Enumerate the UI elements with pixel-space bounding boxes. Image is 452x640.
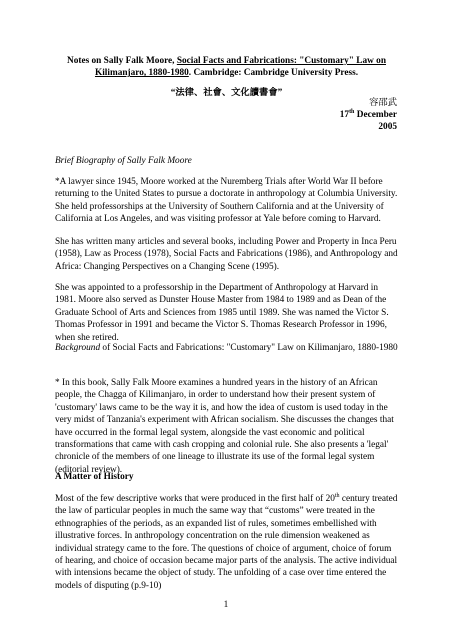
title-suffix: . Cambridge: Cambridge University Press. — [188, 68, 359, 79]
date-year: 2005 — [378, 122, 397, 132]
book-summary-paragraph: * In this book, Sally Falk Moore examines a hundred years in the history of an African people, the Chagga of Kilimanjaro, in order to understand how their present system of 'customary' laws came to be the way it is, and how the idea of custom is used today in the very midst of Tanzania's experiment with African socialism. She discusses the changes that have occurred in the formal legal system, alongside the vast economic and political transformations that came with cash cropping and colonial rule. She also presents a 'legal' chronicle of the members of one lineage to illustrate its use of the formal legal system (editorial review). — [55, 378, 394, 475]
history-text-b: century treated the law of particular peoples in much the same way that “customs” were treated in the ethnographies of the periods, as an expanded list of rules, sometimes embellished with illustrative forces. In anthropology concentration on the rule dimension weakened as individual strategy came to the fore. The questions of choice of argument, choice of forum of hearing, and choice of occasion became major parts of the analysis. The active individual with intensions became the object of study. The unfolding of a case over time entered the models of disputing (p.9-10) — [55, 494, 398, 591]
reading-group-subtitle: “法律、社會、文化讀書會” — [170, 88, 283, 98]
history-sup: th — [334, 493, 340, 499]
document-title — [55, 55, 398, 80]
date-day-suffix: th — [349, 109, 355, 115]
background-italic: Background — [55, 343, 101, 353]
title-prefix: Notes on Sally Falk Moore, — [66, 56, 177, 66]
bio-paragraph-1: *A lawyer since 1945, Moore worked at the Nuremberg Trials after World War II before returning to the United States to pursue a doctorate in anthropology at Columbia University. She held professorships at the University of Southern California and at the University of California at Los Angeles, and was visiting professor at Yale before coming to Harvard. — [55, 177, 398, 225]
brief-bio-heading: Brief Biography of Sally Falk Moore — [55, 156, 192, 166]
history-text-a: Most of the few descriptive works that were produced in the first half of 20 — [55, 494, 335, 504]
date-month: December — [354, 110, 397, 120]
author-name: 容邵武 — [369, 98, 397, 108]
background-rest: of Social Facts and Fabrications: "Customary" Law on Kilimanjaro, 1880-1980 — [100, 343, 398, 353]
history-paragraph — [55, 493, 400, 592]
bio-paragraph-3: She was appointed to a professorship in the Department of Anthropology at Harvard in 1981. Moore also served as Dunster House Master from 1984 to 1989 and as Dean of the Graduate School of Arts and Sciences from 1985 until 1989. She was named the Victor S. Thomas Professor in 1991 and became the Victor S. Thomas Research Professor in 1996, when she retired. — [55, 283, 389, 343]
bio-paragraph-2: She has written many articles and several books, including Power and Property in Inca Peru (1958), Law as Process (1978), Social Facts and Fabrications (1986), and Anthropology and Africa: Changing Perspectives on a Changing Scene (1995). — [55, 237, 398, 272]
page-number: 1 — [223, 600, 229, 610]
date-day: 17 — [339, 110, 350, 120]
background-heading — [55, 342, 400, 354]
date-line — [340, 109, 397, 121]
title-book-name: Social Facts and Fabrications: "Customary" Law on Kilimanjaro, 1880-1980 — [94, 56, 387, 79]
section-heading: A Matter of History — [55, 472, 134, 482]
